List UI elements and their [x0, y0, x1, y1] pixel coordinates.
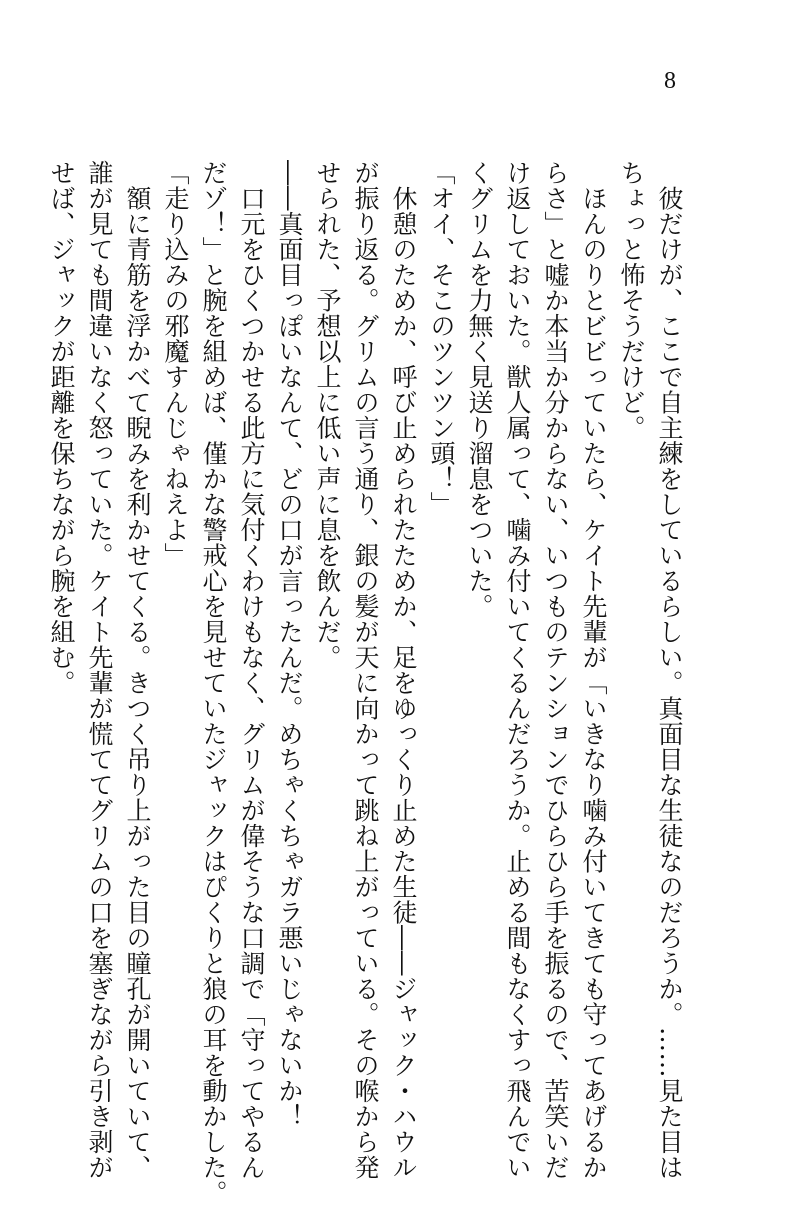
text-line: 彼だけが、ここで自主練をしているらしい。真面目な生徒なのだろうか。……見た目は [655, 160, 684, 1180]
text-line: 休憩のためか、呼び止められたためか、足をゆっくり止めた生徒――ジャック・ハウル [389, 160, 418, 1180]
text-line: せば、ジャックが距離を保ちながら腕を組む。 [47, 160, 76, 696]
text-line: らさ」と嘘か本当か分からない、いつものテンションでひらひら手を振るので、苦笑いだ [541, 160, 570, 1180]
novel-text-block [47, 160, 688, 1206]
text-line: せられた、予想以上に低い声に息を飲んだ。 [313, 160, 342, 670]
text-line: け返しておいた。獣人属って、噛み付いてくるんだろうか。止める間もなくすっ飛んでい [503, 160, 532, 1180]
text-line: 口元をひくつかせる此方に気付くわけもなく、グリムが偉そうな口調で「守ってやるん [237, 160, 266, 1180]
text-line: 「走り込みの邪魔すんじゃねえよ」 [161, 160, 190, 568]
text-line: 「オイ、そこのツンツン頭！」 [427, 160, 456, 517]
text-line: くグリムを力無く見送り溜息をついた。 [465, 160, 494, 619]
text-line: ほんのりとビビっていたら、ケイト先輩が「いきなり噛み付いてきても守ってあげるか [579, 160, 608, 1180]
text-line: ちょっと怖そうだけど。 [617, 160, 646, 441]
text-line: ――真面目っぽいなんて、どの口が言ったんだ。めちゃくちゃガラ悪いじゃないか！ [275, 160, 304, 1129]
text-line: 額に青筋を浮かべて睨みを利かせてくる。きつく吊り上がった目の瞳孔が開いていて、 [123, 160, 152, 1180]
text-line: 誰が見ても間違いなく怒っていた。ケイト先輩が慌ててグリムの口を塞ぎながら引き剥が [85, 160, 114, 1180]
text-line: が振り返る。グリムの言う通り、銀の髪が天に向かって跳ね上がっている。その喉から発 [351, 160, 380, 1180]
page-number: 8 [664, 68, 676, 94]
text-line: だゾ！」と腕を組めば、僅かな警戒心を見せていたジャックはぴくりと狼の耳を動かした。 [199, 160, 228, 1206]
